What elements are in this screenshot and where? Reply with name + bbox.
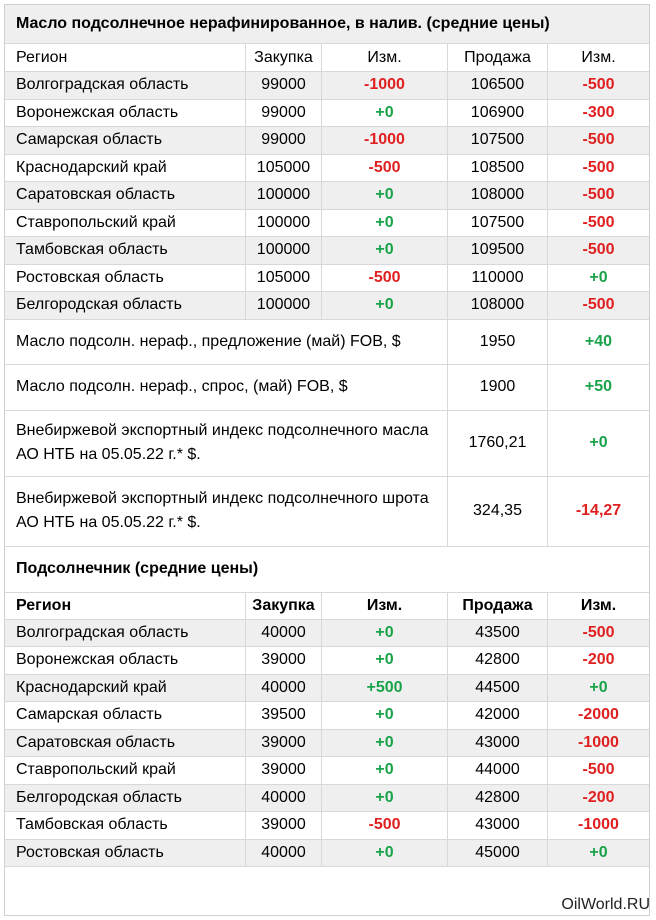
- buy-price-cell: 100000: [246, 210, 322, 237]
- table-row: [5, 292, 649, 320]
- buy-change-cell: +0: [322, 785, 448, 812]
- table-row: [5, 702, 649, 730]
- table-row: [5, 237, 649, 265]
- index-row: [5, 477, 649, 547]
- index-label: Масло подсолн. нераф., спрос, (май) FOB, $: [5, 365, 448, 410]
- index-row: [5, 365, 649, 411]
- index-row: [5, 411, 649, 477]
- region-cell: Краснодарский край: [5, 155, 246, 182]
- buy-change-cell: +0: [322, 840, 448, 867]
- sell-price-cell: 110000: [448, 265, 548, 292]
- region-cell: Ставропольский край: [5, 757, 246, 784]
- region-cell: Ростовская область: [5, 840, 246, 867]
- table-header-row: [5, 44, 649, 72]
- buy-price-cell: 40000: [246, 840, 322, 867]
- region-cell: Белгородская область: [5, 292, 246, 319]
- buy-change-cell: +0: [322, 757, 448, 784]
- sell-price-cell: 106500: [448, 72, 548, 99]
- region-cell: Саратовская область: [5, 730, 246, 757]
- sell-price-cell: 42800: [448, 647, 548, 674]
- header-buy: Закупка: [246, 44, 322, 71]
- buy-price-cell: 100000: [246, 237, 322, 264]
- buy-change-cell: -1000: [322, 127, 448, 154]
- region-cell: Волгоградская область: [5, 72, 246, 99]
- sell-price-cell: 108000: [448, 182, 548, 209]
- sell-change-cell: -500: [582, 186, 615, 204]
- table-row: [5, 127, 649, 155]
- buy-price-cell: 40000: [246, 675, 322, 702]
- table-row: [5, 620, 649, 648]
- index-label: Внебиржевой экспортный индекс подсолнечного шрота АО НТБ на 05.05.22 г.* $.: [5, 477, 448, 546]
- buy-price-cell: 40000: [246, 620, 322, 647]
- header-buy: Закупка: [246, 593, 322, 619]
- sell-change-cell: -300: [582, 103, 615, 121]
- sell-change-cell: -500: [582, 76, 615, 94]
- buy-price-cell: 99000: [246, 127, 322, 154]
- buy-price-cell: 39000: [246, 647, 322, 674]
- index-change: -14,27: [575, 502, 622, 519]
- sell-change-cell: -500: [582, 213, 615, 231]
- header-sell: Продажа: [448, 44, 548, 71]
- buy-change-cell: -500: [322, 155, 448, 182]
- sell-change-cell: -500: [582, 131, 615, 149]
- sell-price-cell: 42000: [448, 702, 548, 729]
- header-region: Регион: [5, 44, 246, 71]
- sell-price-cell: 43000: [448, 812, 548, 839]
- table-row: [5, 647, 649, 675]
- header-buy-change: Изм.: [322, 593, 448, 619]
- sell-change-cell: -500: [582, 241, 615, 259]
- buy-price-cell: 105000: [246, 265, 322, 292]
- sell-change-cell: -200: [582, 788, 615, 806]
- region-cell: Белгородская область: [5, 785, 246, 812]
- region-cell: Тамбовская область: [5, 812, 246, 839]
- buy-price-cell: 99000: [246, 100, 322, 127]
- sell-change-cell: -500: [582, 623, 615, 641]
- region-cell: Волгоградская область: [5, 620, 246, 647]
- index-change: +0: [589, 434, 608, 451]
- table-header-row: [5, 593, 649, 620]
- header-buy-change: Изм.: [322, 44, 448, 71]
- buy-price-cell: 100000: [246, 292, 322, 319]
- table-row: [5, 757, 649, 785]
- table-row: [5, 812, 649, 840]
- sell-price-cell: 44000: [448, 757, 548, 784]
- buy-price-cell: 105000: [246, 155, 322, 182]
- section-title: Масло подсолнечное нерафинированное, в налив. (средние цены): [5, 5, 649, 44]
- buy-change-cell: -1000: [322, 72, 448, 99]
- index-value: 1950: [448, 320, 548, 364]
- sell-change-cell: -500: [582, 761, 615, 779]
- buy-change-cell: +0: [322, 237, 448, 264]
- table-row: [5, 265, 649, 293]
- buy-change-cell: -500: [322, 812, 448, 839]
- sell-change-cell: +0: [589, 843, 608, 861]
- buy-change-cell: +0: [322, 647, 448, 674]
- region-cell: Тамбовская область: [5, 237, 246, 264]
- price-table-frame: [4, 4, 650, 916]
- sell-change-cell: +0: [589, 678, 608, 696]
- region-cell: Ростовская область: [5, 265, 246, 292]
- sell-price-cell: 42800: [448, 785, 548, 812]
- table-row: [5, 72, 649, 100]
- index-label: Масло подсолн. нераф., предложение (май) FOB, $: [5, 320, 448, 364]
- region-cell: Ставропольский край: [5, 210, 246, 237]
- buy-price-cell: 39000: [246, 730, 322, 757]
- sell-price-cell: 107500: [448, 127, 548, 154]
- index-value: 1900: [448, 365, 548, 410]
- sell-price-cell: 43000: [448, 730, 548, 757]
- section-title: Подсолнечник (средние цены): [5, 547, 649, 593]
- header-sell: Продажа: [448, 593, 548, 619]
- sell-price-cell: 109500: [448, 237, 548, 264]
- buy-price-cell: 99000: [246, 72, 322, 99]
- sell-change-cell: +0: [589, 268, 608, 286]
- sell-price-cell: 43500: [448, 620, 548, 647]
- site-brand: OilWorld.RU: [561, 896, 650, 913]
- buy-price-cell: 39000: [246, 812, 322, 839]
- table-row: [5, 840, 649, 868]
- header-sell-change: Изм.: [580, 596, 617, 614]
- table-row: [5, 100, 649, 128]
- sell-price-cell: 108000: [448, 292, 548, 319]
- table-row: [5, 675, 649, 703]
- buy-change-cell: +0: [322, 730, 448, 757]
- buy-change-cell: +500: [322, 675, 448, 702]
- index-value: 1760,21: [448, 411, 548, 476]
- sell-price-cell: 44500: [448, 675, 548, 702]
- index-change: +40: [584, 332, 613, 350]
- sell-price-cell: 106900: [448, 100, 548, 127]
- region-cell: Самарская область: [5, 127, 246, 154]
- header-sell-change: Изм.: [581, 48, 616, 66]
- buy-change-cell: +0: [322, 210, 448, 237]
- header-region: Регион: [5, 593, 246, 619]
- region-cell: Саратовская область: [5, 182, 246, 209]
- sell-change-cell: -200: [582, 651, 615, 669]
- region-cell: Краснодарский край: [5, 675, 246, 702]
- sell-change-cell: -500: [582, 158, 615, 176]
- index-change: +50: [584, 378, 613, 395]
- buy-price-cell: 39000: [246, 757, 322, 784]
- sell-change-cell: -1000: [578, 733, 619, 751]
- buy-price-cell: 100000: [246, 182, 322, 209]
- table-row: [5, 155, 649, 183]
- table-row: [5, 785, 649, 813]
- table-row: [5, 182, 649, 210]
- index-row: [5, 320, 649, 365]
- index-label: Внебиржевой экспортный индекс подсолнечного масла АО НТБ на 05.05.22 г.* $.: [5, 411, 448, 476]
- buy-change-cell: +0: [322, 100, 448, 127]
- buy-change-cell: -500: [322, 265, 448, 292]
- region-cell: Воронежская область: [5, 100, 246, 127]
- buy-change-cell: +0: [322, 620, 448, 647]
- buy-change-cell: +0: [322, 182, 448, 209]
- sell-price-cell: 45000: [448, 840, 548, 867]
- region-cell: Самарская область: [5, 702, 246, 729]
- buy-change-cell: +0: [322, 702, 448, 729]
- table-row: [5, 210, 649, 238]
- sell-price-cell: 108500: [448, 155, 548, 182]
- sell-change-cell: -2000: [578, 706, 619, 724]
- sell-change-cell: -500: [582, 296, 615, 314]
- buy-price-cell: 40000: [246, 785, 322, 812]
- sell-change-cell: -1000: [578, 816, 619, 834]
- region-cell: Воронежская область: [5, 647, 246, 674]
- buy-price-cell: 39500: [246, 702, 322, 729]
- table-row: [5, 730, 649, 758]
- buy-change-cell: +0: [322, 292, 448, 319]
- index-value: 324,35: [448, 477, 548, 546]
- sell-price-cell: 107500: [448, 210, 548, 237]
